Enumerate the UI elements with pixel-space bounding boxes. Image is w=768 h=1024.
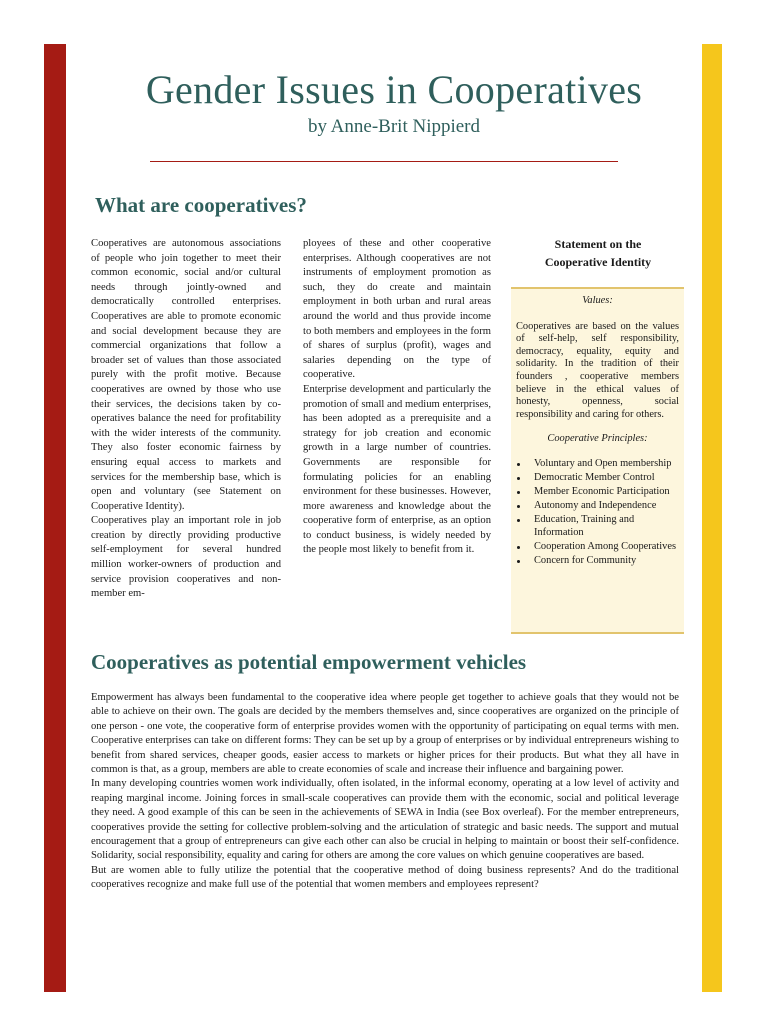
paragraph: Empowerment has always been fundamental to the cooperative idea where people get together to achieve goals that they would not be able to achieve on their own. The goals are decided by the members themselves and, since cooperatives are organized on the principle of one person - one vote, the cooperative form of enterprise provides women with the opportunity of participating on equal terms with men. Cooperative enterprises can take on different forms: They can be set up by a group of enterprises or by individual entrepreneurs wishing to benefit from shared services, cheaper goods, easier access to markets or higher prices for their products. But what they all have in common is that, as a group, members are able to create economies of scale and increase their influence and bargaining power. bbox=[91, 692, 679, 776]
list-item: Concern for Community bbox=[516, 555, 679, 568]
principles-list bbox=[516, 458, 679, 568]
list-item: Cooperation Among Cooperatives bbox=[516, 541, 679, 554]
list-item: Democratic Member Control bbox=[516, 472, 679, 485]
sidebar-heading-line: Statement on the bbox=[554, 237, 642, 251]
section-heading-empowerment: Cooperatives as potential empowerment vehicles bbox=[91, 650, 527, 674]
left-decorative-bar bbox=[44, 44, 66, 992]
paragraph: Cooperatives play an important role in job creation by directly providing productive self-employment for several hundred million worker-owners of production and service provision cooperatives and non-member em- bbox=[91, 515, 281, 600]
bullet-icon bbox=[517, 519, 520, 522]
principles-title: Cooperative Principles: bbox=[547, 433, 648, 445]
list-item: Autonomy and Independence bbox=[516, 500, 679, 513]
title-divider bbox=[150, 161, 618, 162]
values-title: Values: bbox=[582, 295, 613, 306]
section2-body bbox=[91, 691, 679, 893]
list-item: Education, Training and Information bbox=[516, 514, 679, 539]
author-byline: by Anne-Brit Nippierd bbox=[307, 116, 481, 137]
list-item: Member Economic Participation bbox=[516, 486, 679, 499]
page-title: Gender Issues in Cooperatives bbox=[145, 67, 643, 112]
bullet-icon bbox=[517, 505, 520, 508]
list-item: Voluntary and Open membership bbox=[516, 458, 679, 471]
section1-column1 bbox=[91, 237, 281, 602]
paragraph: In many developing countries women work individually, often isolated, in the informal economy, operating at a low level of activity and reaping marginal income. Joining forces in small-scale cooperatives can provide them with the economic, social and political leverage they need. A good example of this can be seen in the achievements of SEWA in India (see Box overleaf). For the member entrepreneurs, cooperatives provide the setting for collective problem-solving and the articulation of strategic and basic needs. The support and mutual encouragement that a group of entrepreneurs can give each other can also be crucial in helping to maintain or boost their self-confidence. Solidarity, social responsibility, equality and caring for others are among the core values on which genuine cooperatives are based. bbox=[91, 778, 679, 862]
section1-column2 bbox=[303, 237, 491, 558]
bullet-icon bbox=[517, 560, 520, 563]
paragraph: ployees of these and other cooperative enterprises. Although cooperatives are not instruments of employment promotion as such, they do create and maintain employment in both urban and rural areas around the world and thus provide income to both members and employees in the form of shares of surplus (profit), wages and salaries depending on the type of cooperative. bbox=[303, 238, 491, 381]
values-text: Cooperatives are based on the values of self-help, self responsibility, democracy, equality, equity and solidarity. In the tradition of their founders , cooperative members believe in the ethical values of honesty, openness, social responsibility and caring for others. bbox=[516, 320, 679, 420]
sidebar-heading bbox=[512, 235, 684, 271]
sidebar-heading-line: Cooperative Identity bbox=[544, 255, 652, 269]
bullet-icon bbox=[517, 463, 520, 466]
section-heading-what-are-cooperatives: What are cooperatives? bbox=[95, 193, 307, 217]
paragraph: But are women able to fully utilize the potential that the cooperative method of doing business represents? And do the traditional cooperatives recognize and make full use of the potential that women members and employees represent? bbox=[91, 864, 679, 891]
bullet-icon bbox=[517, 546, 520, 549]
paragraph: Enterprise development and particularly the promotion of small and medium enterprises, has been adopted as a prerequisite and a strategy for job creation and economic growth in a large number of countries. Governments are responsible for formulating policies for an enabling environment for these businesses. However, more awareness and knowledge about the cooperative form of enterprise, as an option to conduct business, is widely needed by the people most likely to benefit from it. bbox=[303, 383, 491, 556]
bullet-icon bbox=[517, 491, 520, 494]
paragraph: Cooperatives are autonomous associations of people who join together to meet their common economic, social and/or cultural needs through jointly-owned and democratically controlled enterprises. Cooperatives are able to promote economic and social development because they are commercial organizations that follow a broader set of values than those associated purely with the profit motive. Because cooperatives are owned by those who use their services, the decisions taken by co-operatives balance the need for profitability with the wider interests of the community. They also foster economic fairness by ensuring equal access to markets and services for the membership base, which is open and voluntary (see Statement on Cooperative Identity). bbox=[91, 238, 281, 512]
right-decorative-bar bbox=[702, 44, 722, 992]
cooperative-identity-box bbox=[511, 287, 684, 634]
bullet-icon bbox=[517, 477, 520, 480]
